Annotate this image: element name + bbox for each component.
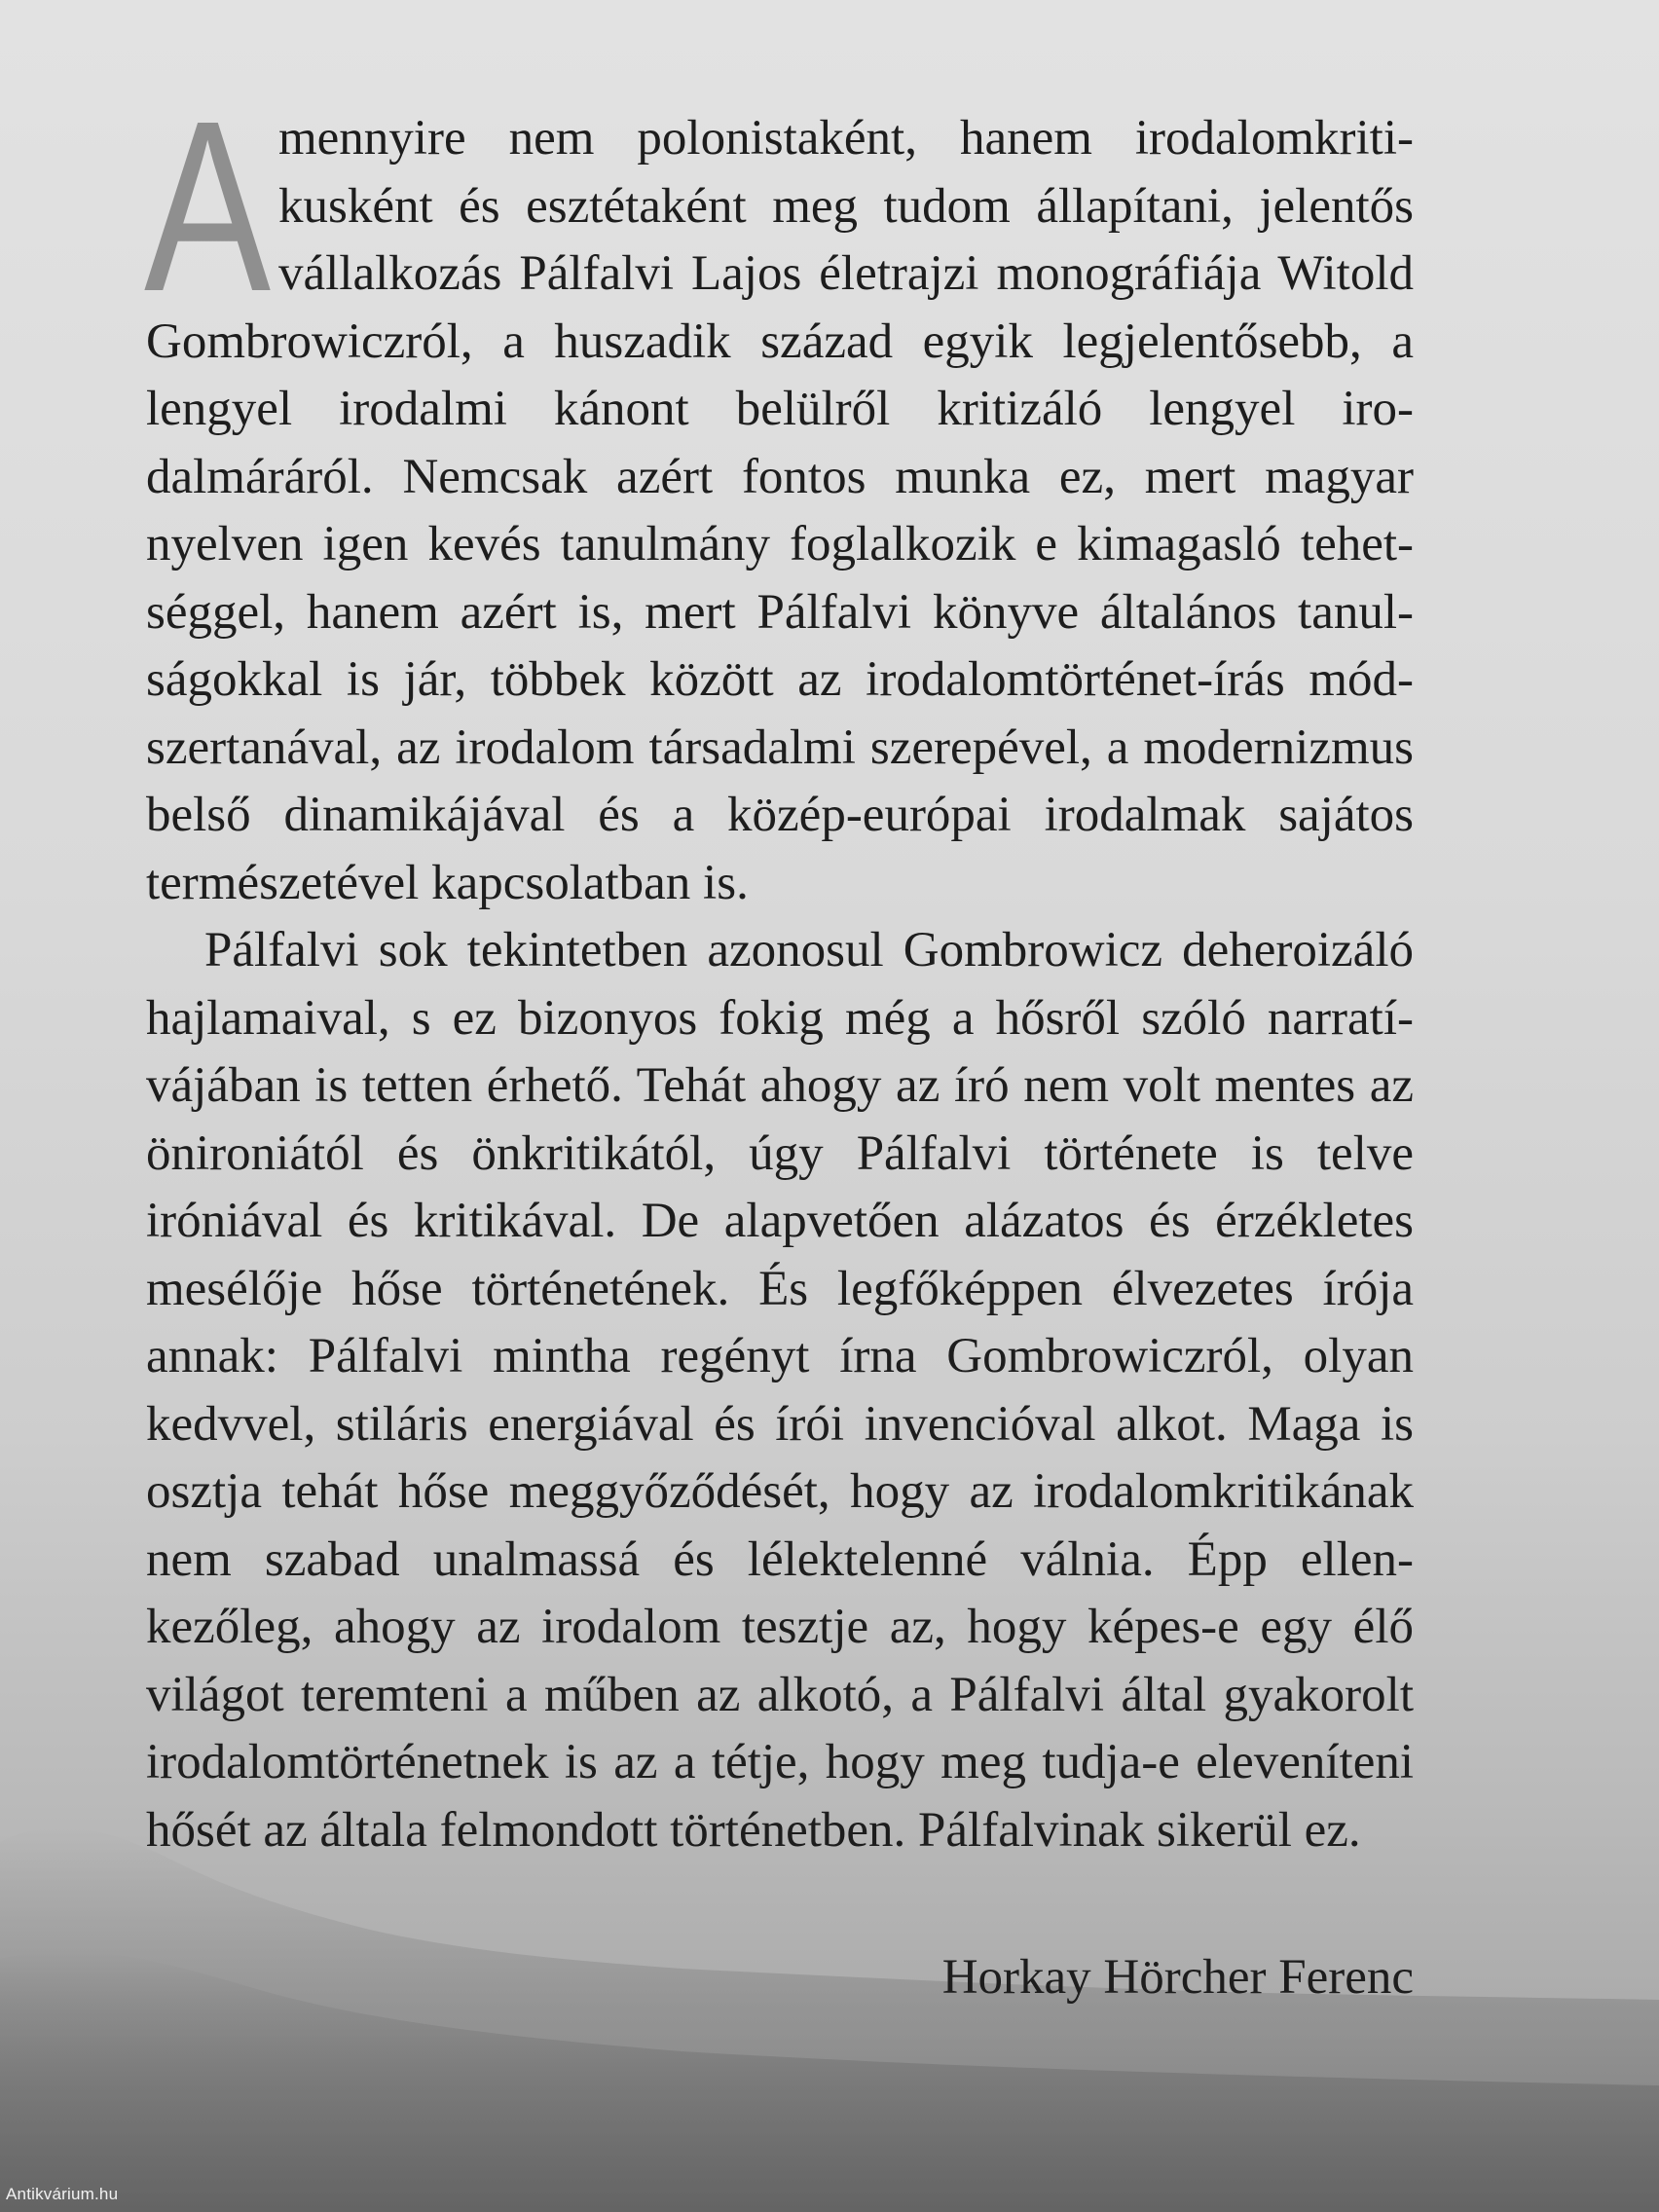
watermark-text: Antikvárium.hu	[6, 2185, 119, 2203]
author-signature: Horkay Hörcher Ferenc	[941, 1950, 1414, 2005]
paragraph-first	[144, 70, 1414, 917]
paragraph-second: Pálfalvi sok tekintetben azonosul Gombrowicz deheroizáló hajlamaival, s ez bizonyos fokig még a hősről szóló narratívájában is tetten érhető. Tehát ahogy az író nem volt mentes az önironiától és önkritikától, úgy Pálfalvi története is telve iróniával és kritikával. De alapvetően alázatos és érzékletes mesélője hőse történetének. És legfőképpen élvezetes írója annak: Pálfalvi mintha regényt írna Gombrowiczról, olyan kedvvel, stiláris energiával és írói invencióval alkot. Maga is osztja tehát hőse meggyőződését, hogy az irodalomkritikának nem szabad unalmassá és lélektelenné válnia. Épp ellenkezőleg, ahogy az irodalom tesztje az, hogy képes-e egy élő világot teremteni a műben az alkotó, a Pálfalvi által gyakorolt irodalomtörténetnek is az a tétje, hogy meg tudja-e eleveníteni hősét az általa felmondott történetben. Pálfalvinak sikerül ez.	[146, 923, 1414, 1858]
document-page	[144, 70, 1414, 1864]
drop-cap-letter: A	[144, 70, 268, 342]
paragraph-first-text: mennyire nem polonistaként, hanem irodalomkritikusként és esztétaként meg tudom állapítani, jelentős vállalkozás Pálfalvi Lajos életrajzi monográfiája Witold Gombrowiczról, a huszadik század egyik legjelentősebb, a lengyel irodalmi kánont belülről kritizáló lengyel irodalmáráról. Nemcsak azért fontos munka ez, mert magyar nyelven igen kevés tanulmány foglalkozik e kimagasló tehetséggel, hanem azért is, mert Pálfalvi könyve általános tanulságokkal is jár, többek között az irodalomtörténet-írás módszertanával, az irodalom társadalmi szerepével, a modernizmus belső dinamikájával és a közép-európai irodalmak sajátos természetével kapcsolatban is.	[146, 111, 1414, 910]
